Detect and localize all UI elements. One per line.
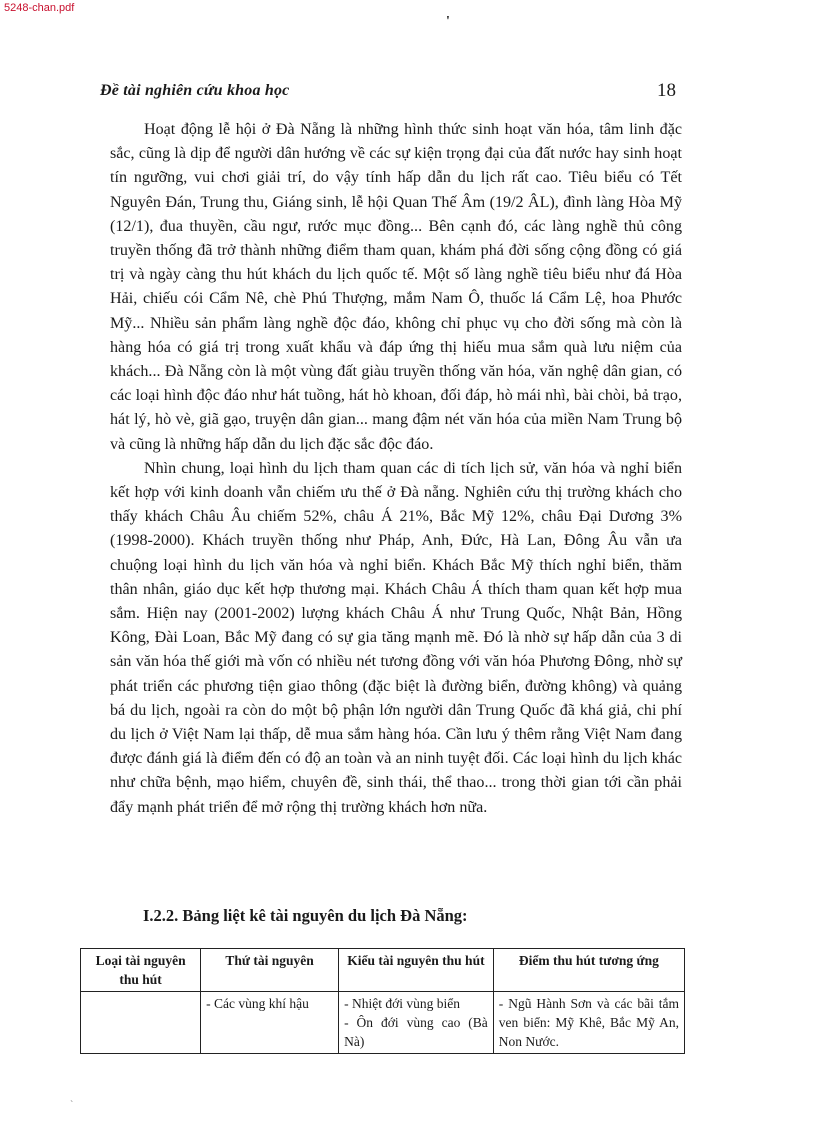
table-row [81, 992, 685, 1054]
tourism-resource-table [80, 948, 685, 1054]
col-header-resource-style: Kiểu tài nguyên thu hút [339, 949, 494, 992]
paragraph-tourism-market: Nhìn chung, loại hình du lịch tham quan các di tích lịch sử, văn hóa và nghỉ biển kết hợp với kinh doanh vẫn chiếm ưu thế ở Đà nẵng. Nghiên cứu thị trường khách cho thấy khách Châu Âu chiếm 52%, châu Á 21%, Bắc Mỹ 12%, châu Đại Dương 3% (1998-2000). Khách truyền thống như Pháp, Anh, Đức, Hà Lan, Đông Âu vẫn ưa chuộng loại hình du lịch văn hóa và nghỉ biển. Khách Bắc Mỹ thích nghỉ biển, thăm thân nhân, giáo dục kết hợp thương mại. Khách Châu Á thích tham quan kết hợp mua sắm. Hiện nay (2001-2002) lượng khách Châu Á như Trung Quốc, Nhật Bản, Hồng Kông, Đài Loan, Bắc Mỹ đang có sự gia tăng mạnh mẽ. Đó là nhờ sự hấp dẫn của 3 di sản văn hóa thế giới mà vốn có nhiều nét tương đồng với văn hóa Phương Đông, nhờ sự phát triển các phương tiện giao thông (đặc biệt là đường biển, đường không) và quảng bá du lịch, ngoài ra còn do một bộ phận lớn người dân Trung Quốc đã khá giả, chi phí du lịch ở Việt Nam lại thấp, dễ mua sắm hàng hóa. Cần lưu ý thêm rằng Việt Nam đang được đánh giá là điểm đến có độ an toàn và an ninh tuyệt đối. Các loại hình du lịch khác như chữa bệnh, mạo hiểm, chuyên đề, sinh thái, thể thao... trong thời gian tới cần phải đẩy mạnh phát triển để mở rộng thị trường khách hơn nữa. [110, 459, 682, 816]
file-name-label: 5248-chan.pdf [4, 2, 75, 14]
page-number: 18 [657, 80, 676, 101]
body-text [110, 118, 682, 820]
table-header-row [81, 949, 685, 992]
table-cell [81, 992, 201, 1054]
col-header-attraction-points: Điểm thu hút tương ứng [493, 949, 684, 992]
climate-type-temperate: - Ôn đới vùng cao (Bà Nà) [344, 1015, 488, 1049]
paragraph-festivals: Hoạt động lễ hội ở Đà Nẵng là những hình thức sinh hoạt văn hóa, tâm linh đặc sắc, cũng là dịp để người dân hướng về các sự kiện trọng đại của đất nước hay sinh hoạt tín ngưỡng, vui chơi giải trí, do vậy tính hấp dẫn du lịch rất cao. Tiêu biểu có Tết Nguyên Đán, Trung thu, Giáng sinh, lễ hội Quan Thế Âm (19/2 ÂL), đình làng Hòa Mỹ (12/1), đua thuyền, cầu ngư, rước mục đồng... Bên cạnh đó, các làng nghề thủ công truyền thống đã trở thành những điểm tham quan, khám phá đời sống cộng đồng có giá trị và ngày càng thu hút khách du lịch quốc tế. Một số làng nghề tiêu biểu như đá Hòa Hải, chiếu cói Cẩm Nê, chè Phú Thượng, mắm Nam Ô, thuốc lá Cẩm Lệ, hoa Phước Mỹ... Nhiều sản phẩm làng nghề độc đáo, không chỉ phục vụ cho đời sống mà còn là hàng hóa có giá trị trong xuất khẩu và đáp ứng thị hiếu mua sắm quà lưu niệm của khách... Đà Nẵng còn là một vùng đất giàu truyền thống văn hóa, văn nghệ dân gian, có các loại hình độc đáo như hát tuồng, hát hò khoan, đối đáp, hò mái nhì, bài chòi, bả trạo, hát lý, hò vè, giã gạo, truyện dân gian... mang đậm nét văn hóa của miền Nam Trung bộ và cũng là những hấp dẫn du lịch đặc sắc độc đáo. [110, 121, 682, 453]
scan-mark: ' [446, 14, 450, 29]
table-cell [339, 992, 494, 1054]
col-header-resource-type: Loại tài nguyên thu hút [81, 949, 201, 992]
section-heading: I.2.2. Bảng liệt kê tài nguyên du lịch Đà Nẵng: [143, 906, 468, 925]
scan-mark-bottom: ` [70, 1100, 74, 1111]
running-header-title: Đề tài nghiên cứu khoa học [100, 82, 290, 99]
col-header-resource-kind: Thứ tài nguyên [201, 949, 339, 992]
climate-type-tropical: - Nhiệt đới vùng biển [344, 996, 460, 1011]
table-cell: - Ngũ Hành Sơn và các bãi tắm ven biển: Mỹ Khê, Bắc Mỹ An, Non Nước. [493, 992, 684, 1054]
table-cell: - Các vùng khí hậu [201, 992, 339, 1054]
